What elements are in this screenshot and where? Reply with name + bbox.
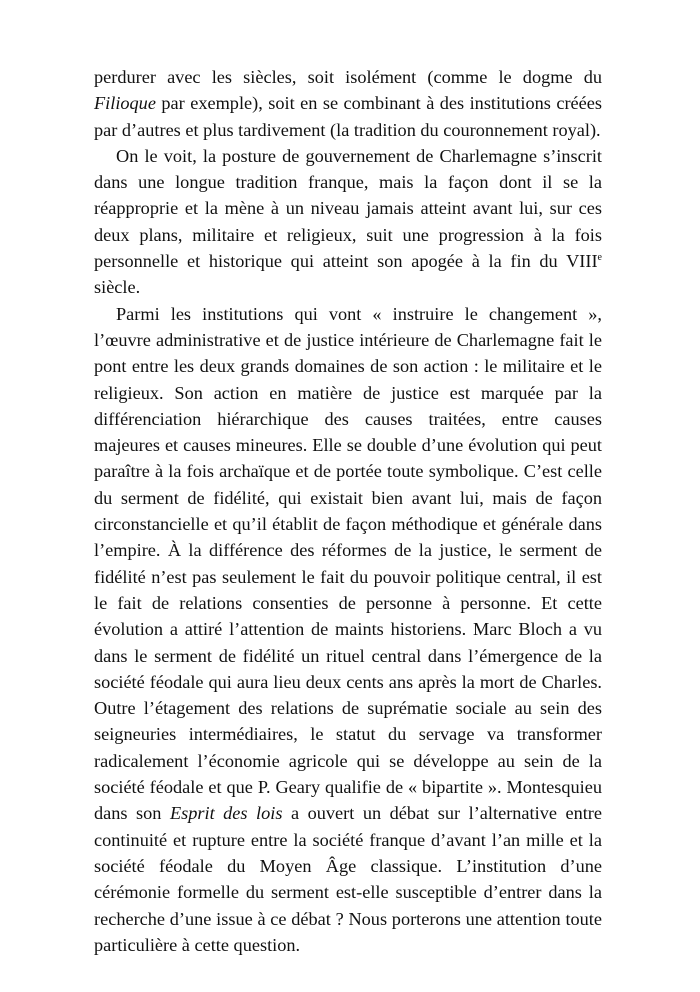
century-superscript: e [597, 252, 602, 264]
document-page [94, 64, 602, 958]
paragraph-2 [94, 143, 602, 301]
text-run: perdurer avec les siècles, soit isolément (comme le dogme du [94, 67, 602, 87]
paragraph-1 [94, 64, 602, 143]
text-run: On le voit, la posture de gouvernement de Charlemagne s’inscrit dans une longue tradition franque, mais la façon dont il se la réapproprie et la mène à un niveau jamais atteint avant lui, sur ces deux plans, militaire et religieux, suit une progression à la fois personnelle et historique qui atteint son apogée à la fin du VIII [94, 145, 602, 272]
text-run: a ouvert un débat sur l’alternative entre continuité et rupture entre la société franque d’avant l’an mille et la société féodale du Moyen Âge classique. L’institution d’une cérémonie formelle du serment est-elle susceptible d’entrer dans la recherche d’une issue à ce débat ? Nous porterons une attention toute particulière à cette question. [94, 803, 603, 955]
text-run: Parmi les institutions qui vont « instruire le changement », l’œuvre administrative et de justice intérieure de Charlemagne fait le pont entre les deux grands domaines de son action : le militaire et le religieux. Son action en matière de justice est marquée par la différenciation hiérarchique des causes traitées, entre causes majeures et causes mineures. Elle se double d’une évolution qui peut paraître à la fois archaïque et de portée toute symbolique. C’est celle du serment de fidélité, qui existait bien avant lui, mais de façon circonstancielle et qu’il établit de façon méthodique et générale dans l’empire. À la différence des réformes de la justice, le serment de fidélité n’est pas seulement le fait du pouvoir politique central, il est le fait de relations consenties de personne à personne. Et cette évolution a attiré l’attention de maints historiens. Marc Bloch a vu dans le serment de fidélité un rituel central dans l’émergence de la société féodale qui aura lieu deux cents ans après la mort de Charles. Outre l’étagement des relations de suprématie sociale au sein des seigneuries intermédiaires, le statut du servage va transformer radicalement l’économie agricole qui se développe au sein de la société féodale et que P. Geary qualifie de « bipartite ». Montesquieu dans son [94, 303, 602, 824]
text-run: siècle. [94, 277, 141, 298]
paragraph-3 [94, 301, 602, 958]
italic-title-esprit-des-lois: Esprit des lois [169, 803, 283, 824]
text-run: par exemple), soit en se combinant à des institutions créées par d’autres et plus tardivement (la tradition du couronnement royal). [94, 93, 602, 140]
italic-term-filioque: Filioque [94, 93, 156, 114]
